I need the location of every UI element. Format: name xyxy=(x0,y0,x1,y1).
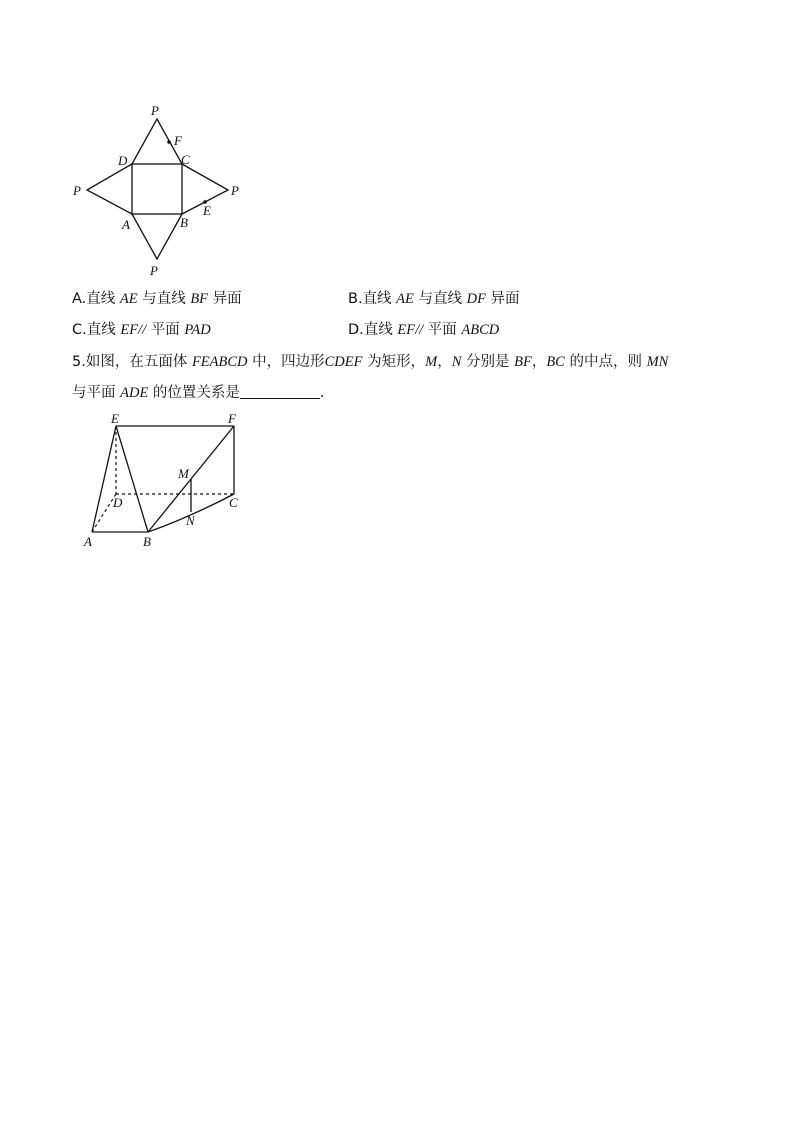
question-5-line-2: 与平面 ADE 的位置关系是 . xyxy=(72,385,325,401)
label-p-left: P xyxy=(73,183,81,198)
label-n: N xyxy=(186,513,195,528)
label-p-right: P xyxy=(231,183,239,198)
label-p-bottom: P xyxy=(150,263,158,278)
label-a: A xyxy=(84,534,92,549)
label-e: E xyxy=(111,411,119,426)
label-e: E xyxy=(203,203,211,218)
question-5-line-1: 5.如图，在五面体 FEABCD 中，四边形CDEF 为矩形，M，N 分别是 BF，BC 的中点，则 MN xyxy=(72,354,669,370)
label-d: D xyxy=(118,153,128,168)
label-f: F xyxy=(228,411,236,426)
pyramid-net-figure xyxy=(60,95,260,285)
option-b: B.直线 AE 与直线 DF 异面 xyxy=(348,291,520,307)
label-f: F xyxy=(174,133,182,148)
option-d: D.直线 EF// 平面 ABCD xyxy=(348,322,500,338)
label-b: B xyxy=(143,534,151,549)
label-d: D xyxy=(113,495,123,510)
answer-blank xyxy=(240,384,320,399)
label-m: M xyxy=(178,466,189,481)
label-c: C xyxy=(181,152,190,167)
label-b: B xyxy=(180,215,188,230)
label-c: C xyxy=(229,495,238,510)
label-p-top: P xyxy=(151,103,159,118)
pentahedron-figure xyxy=(78,408,258,553)
option-a: A.直线 AE 与直线 BF 异面 xyxy=(72,291,242,307)
option-c: C.直线 EF// 平面 PAD xyxy=(72,322,211,338)
label-a: A xyxy=(122,217,130,232)
